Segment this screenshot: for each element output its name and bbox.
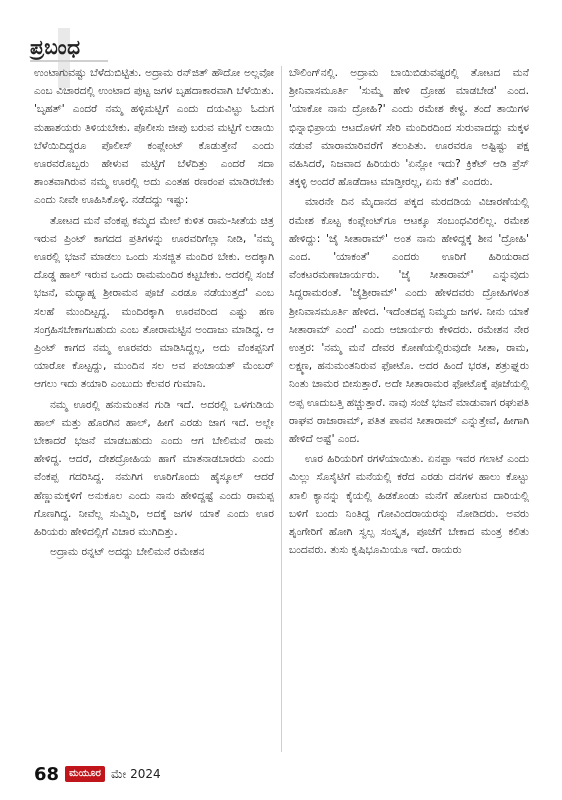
paragraph: ಅದ್ರಾಮ ರನ್ನಟ್ ಅದದ್ದು ಬೇಲಿಮನೆ ರಮೇಶನ <box>50 546 205 559</box>
section-title: ಪ್ರಬಂಧ <box>30 35 81 59</box>
article-column-left <box>34 64 274 754</box>
page-footer <box>34 762 161 786</box>
paragraph: ನಮ್ಮ ಊರಲ್ಲಿ ಹನುಮಂತನ ಗುಡಿ ಇದೆ. ಅದರಲ್ಲಿ ಒಳಗುಡಿಯ ಹಾಲ್ ಮತ್ತು ಹೊರಗಿನ ಹಾಲ್, ಹೀಗೆ ಎರಡು ಜಾಗ ಇದೆ. ಅಲ್ಲೇ ಬೇಕಾದರೆ ಭಜನೆ ಮಾಡಬಹುದು ಎಂದು ಆಗ ಬೇಲಿಮನೆ ರಾಮ ಹೇಳಿದ್ದ. ಆದರೆ, ದೇಶದ್ರೋಹಿಯ ಹಾಗೆ ಮಾತನಾಡಬಾರದು ಎಂದು ವೆಂಕಪ್ಪ ಗದರಿಸಿದ್ದ. ನಮಗಿಗ ಊರಿಗೊಂದು ಹೈಸ್ಕೂಲ್ ಆದರೆ ಹೆಣ್ಣುಮಕ್ಕಳಿಗೆ ಅನುಕೂಲ ಎಂದು ನಾನು ಹೇಳಿದ್ದಷ್ಟೆ ಎಂದು ರಾಮಪ್ಪ ಗೊಣಗಿದ್ದ. ನೀವೆಲ್ಲ ಸುಮ್ನಿರಿ, ಅದಕ್ಕೆ ಜಗಳ ಯಾಕೆ ಎಂದು ಊರ ಹಿರಿಯರು ಹೇಳಿದಲ್ಲಿಗೆ ವಿಚಾರ ಮುಗಿದಿತ್ತು. <box>34 398 274 539</box>
column-divider <box>281 66 282 752</box>
magazine-logo: ಮಯೂರ <box>65 766 105 782</box>
title-underline <box>30 60 108 62</box>
article-column-right <box>289 64 529 754</box>
page-number: 68 <box>34 763 60 785</box>
paragraph: ಬೌಲಿಂಗ್‌ನಲ್ಲಿ. ಅದ್ರಾಮ ಬಾಯಿಬಿಡುವಷ್ಟರಲ್ಲಿ ತೋಟದ ಮನೆ ಶ್ರೀನಿವಾಸಮೂರ್ತಿ 'ಸುಮ್ಮೆ ಹೇಳಿ ದ್ರೋಹ ಮಾಡಬೇಡ' ಎಂದ. 'ಯಾಕೋ ನಾನು ದ್ರೋಹಿ?' ಎಂದು ರಮೇಶ ಕೇಳ್ದ. ತಂದೆ ತಾಯಿಗಳ ಭಿನ್ನಾಭಿಪ್ರಾಯ ಆಟದೊಳಗೆ ಸೇರಿ ಮಂದಿರದಿಂದ ಸುರುವಾದದ್ದು ಮಕ್ಕಳ ನಡುವೆ ಮಾರಾಮಾರಿವರೆಗೆ ತಲುಪಿತು. ಊರವರೂ ಅಷ್ಟಿಷ್ಟು ಪಕ್ಷ ವಹಿಸಿದರೆ, ನಿಜವಾದ ಹಿರಿಯರು 'ಏನ್ಲೋ ಇದು? ಕ್ರಿಕೆಟ್ ಆಡಿ ಪ್ರೆಸ್ ತಕ್ಕಳ್ಳಿ ಅಂದರೆ ಹೊಡೆದಾಟ ಮಾಡ್ತೀರಲ್ಲ, ಏನು ಕತೆ' ಎಂದರು. <box>289 67 529 189</box>
paragraph: ತೋಟದ ಮನೆ ವೆಂಕಪ್ಪ ಕಮ್ಮದ ಮೇಲೆ ಕುಳಿತ ರಾಮ-ಸೀತೆಯ ಚಿತ್ರ ಇರುವ ಪ್ರಿಂಟ್ ಕಾಗದದ ಪ್ರತಿಗಳನ್ನು ಊರವರಿಗೆಲ್ಲಾ ನೀಡಿ, 'ನಮ್ಮ ಊರಲ್ಲಿ ಭಜನೆ ಮಾಡಲು ಒಂದು ಸುಸಜ್ಜಿತ ಮಂದಿರ ಬೇಕು. ಅದಕ್ಕಾಗಿ ದೊಡ್ಡ ಹಾಲ್ ಇರುವ ಒಂದು ರಾಮಮಂದಿರ ಕಟ್ಟಬೇಕು. ಅದರಲ್ಲಿ ಸಂಜೆ ಭಜನೆ, ಮಧ್ಯಾಹ್ನ ಶ್ರೀರಾಮನ ಪೂಜೆ ಎರಡೂ ನಡೆಯುತ್ತದೆ' ಎಂಬ ಸಲಹೆ ಮುಂದಿಟ್ಟದ್ದ. ಮಂದಿರಕ್ಕಾಗಿ ಊರವರಿಂದ ಎಷ್ಟು ಹಣ ಸಂಗ್ರಹಿಸಬೇಕಾಗಬಹುದು ಎಂಬ ತೋರಾಮಟ್ಟಿನ ಅಂದಾಜು ಮಾಡಿದ್ದ. ಆ ಪ್ರಿಂಟ್ ಕಾಗದ ನಮ್ಮ ಊರವರು ಮಾಡಿಸಿದ್ದಲ್ಲ, ಅದು ವೆಂಕಪ್ಪನಿಗೆ ಯಾರೋ ಕೊಟ್ಟದ್ದು, ಮುಂದಿನ ಸಲ ಅವ ಪಂಚಾಯತ್ ಮೆಂಬರ್ ಆಗಲು ಇದು ತಯಾರಿ ಎಂಬುದು ಕೆಲವರ ಗುಮಾನಿ. <box>34 214 274 391</box>
paragraph: ಉಂಟಾಗುವಷ್ಟು ಬೆಳೆದುಬಿಟ್ಟಿತು. ಅದ್ರಾಮ ರನ್‌ಜಿತ್ ಹೌದೋ ಅಲ್ಲವೋ ಎಂಬ ವಿಚಾರದಲ್ಲಿ ಉಂಟಾದ ಪುಟ್ಟ ಜಗಳ ಬೃಹದಾಕಾರವಾಗಿ ಬೆಳೆಯಿತು. 'ಬೃಹತ್' ಎಂದರೆ ನಮ್ಮ ಹಳ್ಳಿಮಟ್ಟಿಗೆ ಎಂದು ದಯವಿಟ್ಟು ಓದುಗ ಮಹಾಶಯರು ತಿಳಿಯಬೇಕು. ಪೊಲೀಸು ಜೀಪು ಬರುವ ಮಟ್ಟಿಗೆ ಲಡಾಯಿ ಬೆಳೆಯಿದಿದ್ದರೂ ಪೊಲೀಸ್ ಕಂಪ್ಲೇಂಟ್ ಕೊಡುತ್ತೇನೆ ಎಂದು ಊರವರೊಬ್ಬರು ಹೇಳುವ ಮಟ್ಟಿಗೆ ಬೆಳೆದಿತ್ತು ಎಂದರೆ ಸದಾ ಶಾಂತವಾಗಿರುವ ನಮ್ಮ ಊರಲ್ಲಿ ಅದು ಎಂತಹ ರಣರಂಪ ಮಾಡಿರಬೇಕು ಎಂದು ನೀವೇ ಊಹಿಸಿಕೊಳ್ಳಿ. ನಡೆದದ್ದು ಇಷ್ಟು: <box>34 67 274 207</box>
paragraph: ಮಾರನೇ ದಿನ ಮೈದಾನದ ಪಕ್ಕದ ಮರದಡಿಯ ವಿಚಾರಣೆಯಲ್ಲಿ ರಮೇಶ ಕೊಟ್ಟ ಕಂಪ್ಲೇಂಟ್‌ಗೂ ಆಟಕ್ಕೂ ಸಂಬಂಧವಿರಲಿಲ್ಲ. ರಮೇಶ ಹೇಳಿದ್ದು: 'ಜೈ ಸೀತಾರಾಮ್' ಅಂತ ನಾನು ಹೇಳಿದ್ದಕ್ಕೆ ಶೀನ 'ದ್ರೋಹಿ' ಎಂದ. 'ಯಾಕಂತೆ' ಎಂದರು ಊರಿಗೆ ಹಿರಿಯರಾದ ವೆಂಕಟರಮಣಾಚಾರ್ಯರು. 'ಜೈ ಸೀತಾರಾಮ್' ಎನ್ನುವುದು ಸಿದ್ದರಾಮರಂತೆ. 'ಜೈಶ್ರೀರಾಮ್' ಎಂದು ಹೇಳದವರು ದ್ರೋಹಿಗಳಂತ ಶ್ರೀನಿವಾಸಮೂರ್ತಿ ಹೇಳಿದ. 'ಇದೆಂತದಪ್ಪ ನಿಮ್ಮದು ಜಗಳ. ನೀನು ಯಾಕೆ ಸೀತಾರಾಮ್ ಎಂದೆ' ಎಂದು ಆಚಾರ್ಯರು ಕೇಳಿದರು. ರಮೇಶನ ನೇರ ಉತ್ತರ: 'ನಮ್ಮ ಮನೆ ದೇವರ ಕೋಣೆಯಲ್ಲಿರುವುದೇ ಸೀತಾ, ರಾಮ, ಲಕ್ಷ್ಮಣ, ಹನುಮಂತನಿರುವ ಫೋಟೊ. ಅದರ ಹಿಂದೆ ಭರತ, ಶತ್ರುಘ್ನರು ನಿಂತು ಚಾಮರ ಬೀಸುತ್ತಾರೆ. ಅದೇ ಸೀತಾರಾಮರ ಫೋಟೊಕ್ಕೆ ಪೂಜೆಯಲ್ಲಿ ಅಪ್ಪ ಊದುಬತ್ತಿ ಹಚ್ಚುತ್ತಾರೆ. ನಾವು ಸಂಜೆ ಭಜನೆ ಮಾಡುವಾಗ ರಘುಪತಿ ರಾಘವ ರಾಜಾರಾಮ್, ಪತಿತ ಪಾವನ ಸೀತಾರಾಮ್ ಎನ್ನುತ್ತೇವೆ, ಹೀಗಾಗಿ ಹೇಳಿದೆ ಅಷ್ಟೆ' ಎಂದ. <box>289 196 529 446</box>
issue-date: ಮೇ 2024 <box>110 766 161 781</box>
paragraph: ಊರ ಹಿರಿಯರಿಗೆ ರಗಳೆಯಾಯಿತು. ಏನಪ್ಪಾ ಇವರ ಗಲಾಟೆ ಎಂದು ಮಿಲ್ಲು ಸೊಸೈಟಿಗೆ ಮನೆಯಲ್ಲಿ ಕರೆದ ಎರಡು ದನಗಳ ಹಾಲು ಕೊಟ್ಟು ಖಾಲಿ ಕ್ಯಾನನ್ನು ಕೈಯಲ್ಲಿ ಹಿಡಕೊಂಡು ಮನೆಗೆ ಹೋಗುವ ದಾರಿಯಲ್ಲಿ ಬಳಿಗೆ ಬಂದು ನಿಂತಿದ್ದ ಗೋವಿಂದರಾಯರನ್ನು ನೋಡಿದರು. ಅವರು ಶೃಂಗೇರಿಗೆ ಹೋಗಿ ಸ್ವಲ್ಪ ಸಂಸ್ಕೃತ, ಪೂಜೆಗೆ ಬೇಕಾದ ಮಂತ್ರ ಕಲಿತು ಬಂದವರು. ತುಸು ಕೃಷಿಭೂಮಿಯೂ ಇದೆ. ರಾಯರು <box>289 453 529 557</box>
